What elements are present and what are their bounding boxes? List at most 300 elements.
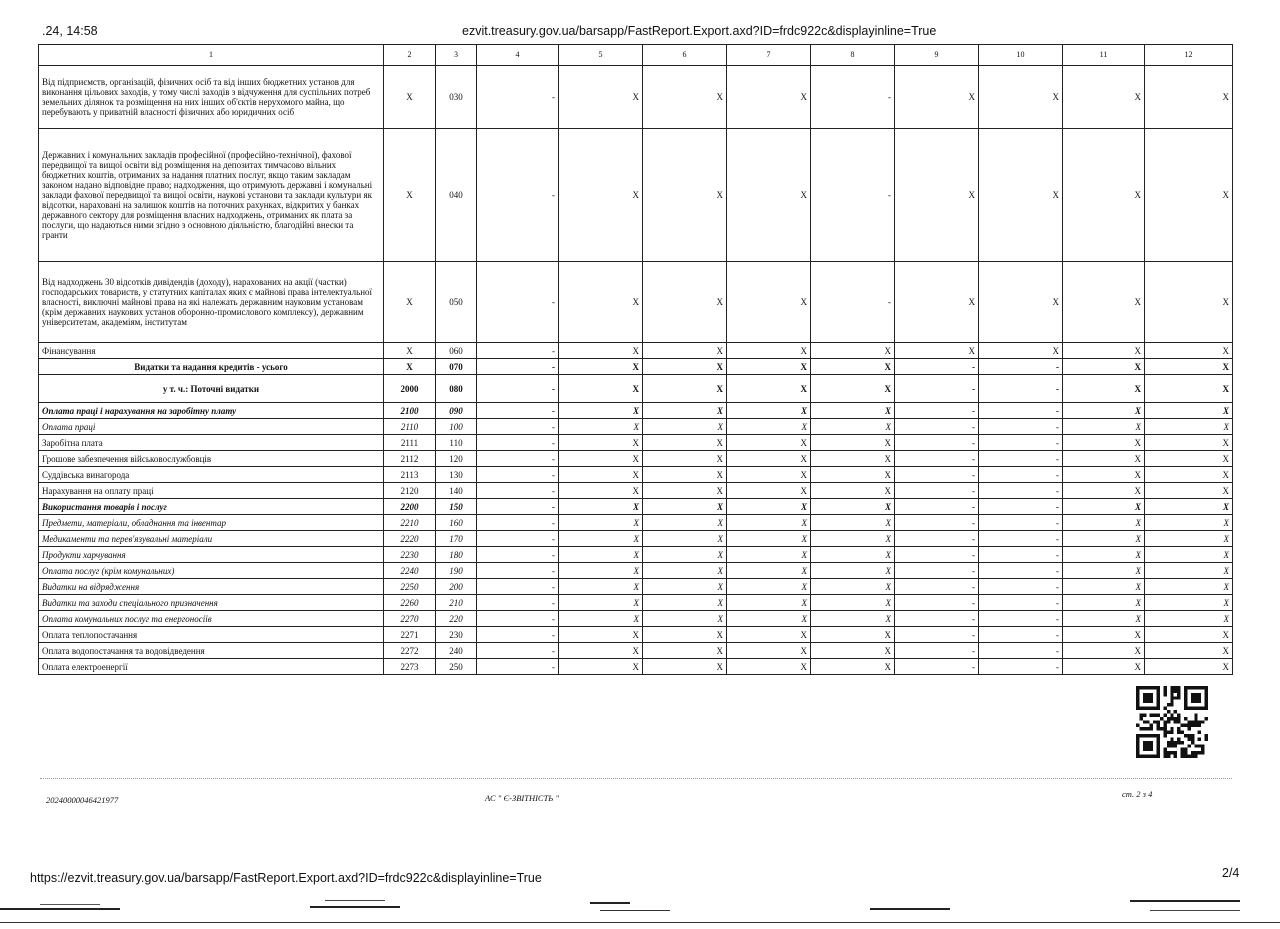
cell-c8: X bbox=[811, 563, 895, 579]
cell-c5: X bbox=[559, 563, 643, 579]
cell-c5: X bbox=[559, 262, 643, 343]
row-code: 2230 bbox=[384, 547, 436, 563]
cell-c11: X bbox=[1063, 659, 1145, 675]
row-code: X bbox=[384, 343, 436, 359]
row-name: у т. ч.: Поточні видатки bbox=[39, 375, 384, 403]
cell-c5: X bbox=[559, 515, 643, 531]
cell-c4: - bbox=[477, 659, 559, 675]
cell-c9: - bbox=[895, 419, 979, 435]
cell-c11: X bbox=[1063, 419, 1145, 435]
row-code: 2000 bbox=[384, 375, 436, 403]
cell-c5: X bbox=[559, 547, 643, 563]
cell-c6: X bbox=[643, 595, 727, 611]
table-row bbox=[39, 129, 1233, 262]
cell-c5: X bbox=[559, 467, 643, 483]
table-row bbox=[39, 403, 1233, 419]
cell-c4: - bbox=[477, 66, 559, 129]
row-line-code: 180 bbox=[436, 547, 477, 563]
row-code: 2111 bbox=[384, 435, 436, 451]
cell-c4: - bbox=[477, 419, 559, 435]
cell-c12: X bbox=[1145, 419, 1233, 435]
row-line-code: 100 bbox=[436, 419, 477, 435]
cell-c6: X bbox=[643, 659, 727, 675]
cell-c5: X bbox=[559, 611, 643, 627]
cell-c8: X bbox=[811, 611, 895, 627]
cell-c10: X bbox=[979, 129, 1063, 262]
cell-c8: X bbox=[811, 403, 895, 419]
cell-c9: - bbox=[895, 483, 979, 499]
cell-c11: X bbox=[1063, 563, 1145, 579]
cell-c8: X bbox=[811, 659, 895, 675]
table-row bbox=[39, 627, 1233, 643]
cell-c8: X bbox=[811, 499, 895, 515]
cell-c8: X bbox=[811, 483, 895, 499]
cell-c11: X bbox=[1063, 435, 1145, 451]
cell-c11: X bbox=[1063, 129, 1145, 262]
cell-c8: X bbox=[811, 643, 895, 659]
row-code: 2220 bbox=[384, 531, 436, 547]
cell-c6: X bbox=[643, 375, 727, 403]
cell-c6: X bbox=[643, 531, 727, 547]
cell-c5: X bbox=[559, 627, 643, 643]
col-header: 4 bbox=[477, 45, 559, 66]
cell-c5: X bbox=[559, 419, 643, 435]
cell-c5: X bbox=[559, 499, 643, 515]
row-code: 2272 bbox=[384, 643, 436, 659]
cell-c7: X bbox=[727, 515, 811, 531]
cell-c4: - bbox=[477, 499, 559, 515]
table-row bbox=[39, 419, 1233, 435]
cell-c4: - bbox=[477, 483, 559, 499]
cell-c12: X bbox=[1145, 531, 1233, 547]
row-line-code: 060 bbox=[436, 343, 477, 359]
cell-c5: X bbox=[559, 643, 643, 659]
row-name: Заробітна плата bbox=[39, 435, 384, 451]
cell-c6: X bbox=[643, 563, 727, 579]
row-code: 2110 bbox=[384, 419, 436, 435]
cell-c6: X bbox=[643, 451, 727, 467]
cell-c9: X bbox=[895, 66, 979, 129]
row-code: 2200 bbox=[384, 499, 436, 515]
row-code: 2260 bbox=[384, 595, 436, 611]
row-line-code: 050 bbox=[436, 262, 477, 343]
row-line-code: 190 bbox=[436, 563, 477, 579]
cell-c6: X bbox=[643, 419, 727, 435]
cell-c8: X bbox=[811, 515, 895, 531]
cell-c12: X bbox=[1145, 563, 1233, 579]
col-header: 12 bbox=[1145, 45, 1233, 66]
col-header: 5 bbox=[559, 45, 643, 66]
cell-c11: X bbox=[1063, 627, 1145, 643]
row-line-code: 080 bbox=[436, 375, 477, 403]
cell-c5: X bbox=[559, 595, 643, 611]
cell-c9: - bbox=[895, 467, 979, 483]
col-header: 3 bbox=[436, 45, 477, 66]
print-page-indicator: 2/4 bbox=[1222, 866, 1240, 880]
row-name: Оплата послуг (крім комунальних) bbox=[39, 563, 384, 579]
cell-c12: X bbox=[1145, 359, 1233, 375]
cell-c7: X bbox=[727, 579, 811, 595]
cell-c8: X bbox=[811, 375, 895, 403]
cell-c9: - bbox=[895, 375, 979, 403]
cell-c4: - bbox=[477, 547, 559, 563]
cell-c4: - bbox=[477, 129, 559, 262]
cell-c11: X bbox=[1063, 547, 1145, 563]
cell-c10: X bbox=[979, 66, 1063, 129]
document-id: 20240000046421977 bbox=[46, 795, 119, 805]
row-line-code: 070 bbox=[436, 359, 477, 375]
row-name: Грошове забезпечення військовослужбовців bbox=[39, 451, 384, 467]
row-line-code: 110 bbox=[436, 435, 477, 451]
row-code: 2100 bbox=[384, 403, 436, 419]
cell-c5: X bbox=[559, 483, 643, 499]
cell-c12: X bbox=[1145, 483, 1233, 499]
cell-c4: - bbox=[477, 611, 559, 627]
cell-c4: - bbox=[477, 262, 559, 343]
cell-c7: X bbox=[727, 403, 811, 419]
cell-c10: - bbox=[979, 627, 1063, 643]
col-header: 7 bbox=[727, 45, 811, 66]
row-line-code: 230 bbox=[436, 627, 477, 643]
cell-c10: - bbox=[979, 375, 1063, 403]
system-name: АС " Є-ЗВІТНІСТЬ " bbox=[485, 793, 560, 803]
cell-c4: - bbox=[477, 515, 559, 531]
cell-c8: X bbox=[811, 547, 895, 563]
cell-c10: - bbox=[979, 611, 1063, 627]
cell-c6: X bbox=[643, 66, 727, 129]
cell-c8: X bbox=[811, 467, 895, 483]
cell-c7: X bbox=[727, 435, 811, 451]
cell-c6: X bbox=[643, 262, 727, 343]
cell-c10: - bbox=[979, 419, 1063, 435]
cell-c9: - bbox=[895, 563, 979, 579]
row-code: 2112 bbox=[384, 451, 436, 467]
cell-c9: - bbox=[895, 659, 979, 675]
cell-c6: X bbox=[643, 435, 727, 451]
cell-c5: X bbox=[559, 579, 643, 595]
cell-c5: X bbox=[559, 531, 643, 547]
row-line-code: 240 bbox=[436, 643, 477, 659]
row-code: X bbox=[384, 66, 436, 129]
cell-c12: X bbox=[1145, 611, 1233, 627]
cell-c4: - bbox=[477, 563, 559, 579]
cell-c10: - bbox=[979, 579, 1063, 595]
cell-c4: - bbox=[477, 375, 559, 403]
cell-c6: X bbox=[643, 403, 727, 419]
cell-c12: X bbox=[1145, 403, 1233, 419]
cell-c12: X bbox=[1145, 343, 1233, 359]
cell-c5: X bbox=[559, 129, 643, 262]
table-row bbox=[39, 343, 1233, 359]
cell-c10: - bbox=[979, 547, 1063, 563]
row-name: Оплата електроенергії bbox=[39, 659, 384, 675]
row-code: 2240 bbox=[384, 563, 436, 579]
table-row bbox=[39, 359, 1233, 375]
cell-c5: X bbox=[559, 343, 643, 359]
cell-c12: X bbox=[1145, 547, 1233, 563]
cell-c10: - bbox=[979, 531, 1063, 547]
cell-c11: X bbox=[1063, 499, 1145, 515]
cell-c8: X bbox=[811, 359, 895, 375]
col-header: 11 bbox=[1063, 45, 1145, 66]
cell-c6: X bbox=[643, 129, 727, 262]
cell-c10: - bbox=[979, 659, 1063, 675]
cell-c10: - bbox=[979, 403, 1063, 419]
cell-c8: X bbox=[811, 435, 895, 451]
row-name: Продукти харчування bbox=[39, 547, 384, 563]
cell-c5: X bbox=[559, 403, 643, 419]
cell-c11: X bbox=[1063, 483, 1145, 499]
cell-c10: - bbox=[979, 595, 1063, 611]
cell-c12: X bbox=[1145, 627, 1233, 643]
cell-c5: X bbox=[559, 659, 643, 675]
cell-c10: - bbox=[979, 499, 1063, 515]
table-row bbox=[39, 643, 1233, 659]
cell-c9: - bbox=[895, 359, 979, 375]
row-name: Видатки на відрядження bbox=[39, 579, 384, 595]
cell-c10: X bbox=[979, 343, 1063, 359]
cell-c4: - bbox=[477, 595, 559, 611]
cell-c6: X bbox=[643, 627, 727, 643]
cell-c7: X bbox=[727, 262, 811, 343]
cell-c7: X bbox=[727, 627, 811, 643]
cell-c11: X bbox=[1063, 375, 1145, 403]
cell-c10: - bbox=[979, 643, 1063, 659]
row-name: Від надходжень 30 відсотків дивідендів (доходу), нарахованих на акції (частки) господарських товариств, у статутних капіталах яких є майнові права інтелектуальної власності, виключні майнові права на які належать державним науковим установам (крім державних наукових установ оборонно-промислового комплексу), державним університетам, академіям, інститутам bbox=[39, 262, 384, 343]
cell-c11: X bbox=[1063, 359, 1145, 375]
cell-c12: X bbox=[1145, 451, 1233, 467]
table-row bbox=[39, 66, 1233, 129]
print-datetime: .24, 14:58 bbox=[42, 24, 98, 38]
row-name: Оплата праці і нарахування на заробітну плату bbox=[39, 403, 384, 419]
cell-c6: X bbox=[643, 359, 727, 375]
cell-c11: X bbox=[1063, 262, 1145, 343]
cell-c10: - bbox=[979, 359, 1063, 375]
cell-c11: X bbox=[1063, 451, 1145, 467]
cell-c4: - bbox=[477, 643, 559, 659]
row-name: Нарахування на оплату праці bbox=[39, 483, 384, 499]
row-code: 2120 bbox=[384, 483, 436, 499]
row-name: Оплата теплопостачання bbox=[39, 627, 384, 643]
cell-c11: X bbox=[1063, 66, 1145, 129]
row-code: 2270 bbox=[384, 611, 436, 627]
cell-c9: - bbox=[895, 435, 979, 451]
cell-c7: X bbox=[727, 595, 811, 611]
cell-c4: - bbox=[477, 435, 559, 451]
cell-c6: X bbox=[643, 467, 727, 483]
cell-c9: - bbox=[895, 499, 979, 515]
cell-c4: - bbox=[477, 531, 559, 547]
cell-c9: - bbox=[895, 403, 979, 419]
table-row bbox=[39, 579, 1233, 595]
cell-c12: X bbox=[1145, 579, 1233, 595]
row-line-code: 250 bbox=[436, 659, 477, 675]
cell-c7: X bbox=[727, 659, 811, 675]
row-code: 2250 bbox=[384, 579, 436, 595]
cell-c11: X bbox=[1063, 467, 1145, 483]
cell-c5: X bbox=[559, 66, 643, 129]
row-name: Від підприємств, організацій, фізичних осіб та від інших бюджетних установ для виконання цільових заходів, у тому числі заходів з відчуження для суспільних потреб земельних ділянок та розміщення на них інших об'єктів нерухомого майна, що перебувають у приватній власності фізичних або юридичних осіб bbox=[39, 66, 384, 129]
row-name: Оплата комунальних послуг та енергоносіїв bbox=[39, 611, 384, 627]
cell-c9: - bbox=[895, 611, 979, 627]
row-line-code: 150 bbox=[436, 499, 477, 515]
row-code: 2210 bbox=[384, 515, 436, 531]
cell-c9: - bbox=[895, 451, 979, 467]
table-row bbox=[39, 659, 1233, 675]
cell-c6: X bbox=[643, 483, 727, 499]
row-line-code: 210 bbox=[436, 595, 477, 611]
cell-c9: X bbox=[895, 262, 979, 343]
row-line-code: 130 bbox=[436, 467, 477, 483]
cell-c12: X bbox=[1145, 595, 1233, 611]
cell-c6: X bbox=[643, 579, 727, 595]
cell-c9: X bbox=[895, 343, 979, 359]
table-row bbox=[39, 563, 1233, 579]
cell-c6: X bbox=[643, 515, 727, 531]
cell-c4: - bbox=[477, 579, 559, 595]
row-line-code: 040 bbox=[436, 129, 477, 262]
cell-c7: X bbox=[727, 483, 811, 499]
cell-c10: - bbox=[979, 483, 1063, 499]
table-row bbox=[39, 375, 1233, 403]
cell-c9: - bbox=[895, 643, 979, 659]
cell-c9: - bbox=[895, 579, 979, 595]
cell-c12: X bbox=[1145, 262, 1233, 343]
cell-c12: X bbox=[1145, 643, 1233, 659]
cell-c9: - bbox=[895, 515, 979, 531]
cell-c7: X bbox=[727, 359, 811, 375]
row-name: Видатки та заходи спеціального призначення bbox=[39, 595, 384, 611]
table-row bbox=[39, 595, 1233, 611]
cell-c8: X bbox=[811, 627, 895, 643]
cell-c8: - bbox=[811, 129, 895, 262]
row-line-code: 200 bbox=[436, 579, 477, 595]
row-line-code: 090 bbox=[436, 403, 477, 419]
cell-c10: - bbox=[979, 467, 1063, 483]
col-header: 6 bbox=[643, 45, 727, 66]
cell-c10: - bbox=[979, 435, 1063, 451]
row-name: Оплата праці bbox=[39, 419, 384, 435]
cell-c4: - bbox=[477, 403, 559, 419]
row-code: X bbox=[384, 262, 436, 343]
cell-c7: X bbox=[727, 643, 811, 659]
cell-c7: X bbox=[727, 531, 811, 547]
cell-c5: X bbox=[559, 359, 643, 375]
print-footer-url: https://ezvit.treasury.gov.ua/barsapp/FastReport.Export.axd?ID=frdc922c&displayinline=True bbox=[30, 871, 542, 885]
cell-c11: X bbox=[1063, 515, 1145, 531]
col-header: 1 bbox=[39, 45, 384, 66]
table-row bbox=[39, 499, 1233, 515]
cell-c12: X bbox=[1145, 499, 1233, 515]
row-code: 2273 bbox=[384, 659, 436, 675]
cell-c9: - bbox=[895, 627, 979, 643]
cell-c7: X bbox=[727, 343, 811, 359]
row-line-code: 220 bbox=[436, 611, 477, 627]
cell-c9: - bbox=[895, 547, 979, 563]
cell-c7: X bbox=[727, 499, 811, 515]
cell-c7: X bbox=[727, 611, 811, 627]
cell-c12: X bbox=[1145, 66, 1233, 129]
cell-c5: X bbox=[559, 375, 643, 403]
cell-c5: X bbox=[559, 451, 643, 467]
row-code: 2113 bbox=[384, 467, 436, 483]
row-line-code: 160 bbox=[436, 515, 477, 531]
cell-c4: - bbox=[477, 627, 559, 643]
cell-c7: X bbox=[727, 547, 811, 563]
table-row bbox=[39, 483, 1233, 499]
cell-c9: - bbox=[895, 595, 979, 611]
row-code: X bbox=[384, 129, 436, 262]
row-name: Суддівська винагорода bbox=[39, 467, 384, 483]
cell-c7: X bbox=[727, 419, 811, 435]
cell-c12: X bbox=[1145, 659, 1233, 675]
row-name: Медикаменти та перев'язувальні матеріали bbox=[39, 531, 384, 547]
report-table bbox=[38, 44, 1233, 675]
cell-c7: X bbox=[727, 563, 811, 579]
cell-c11: X bbox=[1063, 531, 1145, 547]
cell-c4: - bbox=[477, 343, 559, 359]
qr-code bbox=[1136, 686, 1208, 758]
cell-c4: - bbox=[477, 467, 559, 483]
cell-c11: X bbox=[1063, 403, 1145, 419]
cell-c11: X bbox=[1063, 579, 1145, 595]
cell-c6: X bbox=[643, 499, 727, 515]
cell-c8: X bbox=[811, 343, 895, 359]
table-row bbox=[39, 435, 1233, 451]
row-name: Предмети, матеріали, обладнання та інвентар bbox=[39, 515, 384, 531]
cell-c10: - bbox=[979, 515, 1063, 531]
cell-c10: - bbox=[979, 451, 1063, 467]
table-row bbox=[39, 547, 1233, 563]
cell-c6: X bbox=[643, 547, 727, 563]
col-header: 9 bbox=[895, 45, 979, 66]
col-header: 10 bbox=[979, 45, 1063, 66]
cell-c6: X bbox=[643, 343, 727, 359]
cell-c7: X bbox=[727, 66, 811, 129]
table-row bbox=[39, 531, 1233, 547]
cell-c12: X bbox=[1145, 435, 1233, 451]
cell-c10: - bbox=[979, 563, 1063, 579]
row-code: 2271 bbox=[384, 627, 436, 643]
cell-c12: X bbox=[1145, 129, 1233, 262]
cell-c7: X bbox=[727, 451, 811, 467]
table-row bbox=[39, 451, 1233, 467]
cell-c12: X bbox=[1145, 467, 1233, 483]
cell-c11: X bbox=[1063, 643, 1145, 659]
table-row bbox=[39, 515, 1233, 531]
cell-c6: X bbox=[643, 643, 727, 659]
table-row bbox=[39, 262, 1233, 343]
column-number-row bbox=[39, 45, 1233, 66]
cell-c9: - bbox=[895, 531, 979, 547]
cell-c7: X bbox=[727, 467, 811, 483]
table-row bbox=[39, 611, 1233, 627]
cell-c8: X bbox=[811, 595, 895, 611]
cell-c7: X bbox=[727, 129, 811, 262]
row-line-code: 030 bbox=[436, 66, 477, 129]
cell-c11: X bbox=[1063, 343, 1145, 359]
row-code: X bbox=[384, 359, 436, 375]
cell-c5: X bbox=[559, 435, 643, 451]
divider bbox=[40, 778, 1232, 780]
cell-c8: X bbox=[811, 419, 895, 435]
cell-c8: X bbox=[811, 531, 895, 547]
col-header: 2 bbox=[384, 45, 436, 66]
report-table-body bbox=[39, 66, 1233, 675]
cell-c4: - bbox=[477, 451, 559, 467]
print-page-title: ezvit.treasury.gov.ua/barsapp/FastReport.Export.axd?ID=frdc922c&displayinline=True bbox=[462, 24, 937, 38]
cell-c10: X bbox=[979, 262, 1063, 343]
